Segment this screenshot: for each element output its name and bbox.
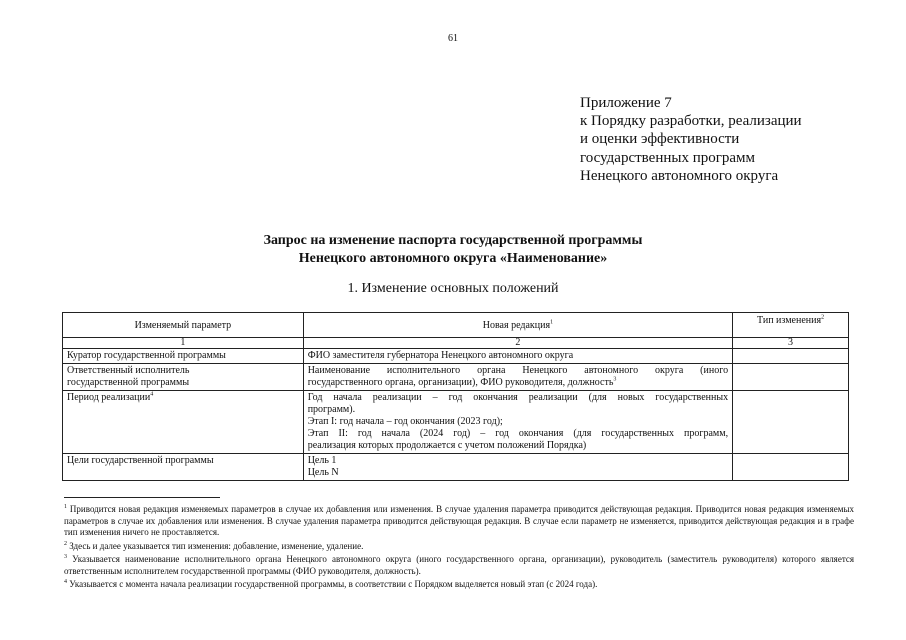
row-new-edition: Цель 1 Цель N bbox=[303, 454, 732, 481]
footnotes bbox=[64, 504, 854, 593]
footnote-mark: 4 bbox=[64, 579, 67, 585]
footnote-ref: 3 bbox=[613, 376, 617, 383]
row-param: Период реализации$^4$ bbox=[63, 391, 304, 454]
row-change-type bbox=[733, 364, 849, 391]
footnote-mark: 3 bbox=[64, 554, 67, 560]
title-line-2: Ненецкого автономного округа «Наименование» bbox=[298, 251, 608, 266]
section-heading: 1. Изменение основных положений bbox=[347, 281, 559, 296]
appendix-line: Приложение 7 bbox=[580, 95, 672, 111]
footnote: $^1$ Приводится новая редакция изменяемых параметров в случае их добавления или изменения. В случае удаления параметра приводится действующая редакция. Приводится новая редакция изменяемых параметров в случае их добавления или изменения. В случае удаления параметра приводится действующая редакция. В случае если параметр не изменяется, приводится действующая редакция и в графе тип изменения ничего не проставляется. bbox=[64, 504, 854, 537]
document-title bbox=[0, 232, 906, 268]
page-number: 61 bbox=[448, 33, 458, 44]
header-param: Изменяемый параметр bbox=[63, 313, 304, 338]
row-new-edition: Год начала реализации – год окончания реализации (для новых государственных программ). Этап I: год начала – год окончания (2023 год); Этап II: год начала (2024 год) – год окончания (для государственных программ, реализация которых продолжается с учетом положений Порядка) bbox=[303, 391, 732, 454]
footnote: $^4$ Указывается с момента начала реализации государственной программы, в соответствии с Порядком выделяется новый этап (с 2024 года). bbox=[64, 579, 598, 589]
footnote: $^3$ Указывается наименование исполнительного органа Ненецкого автономного округа (иного государственного органа, организации), руководитель (заместитель руководителя) которого является ответственным исполнителем государственной программы (ФИО руководителя, должность). bbox=[64, 554, 854, 576]
appendix-line: государственных программ bbox=[580, 149, 756, 166]
footnote: $^2$ Здесь и далее указывается тип изменения: добавление, изменение, удаление. bbox=[64, 540, 364, 551]
header-change-type: Тип изменения$^2$ bbox=[733, 313, 849, 338]
row-change-type bbox=[733, 349, 849, 364]
header-new-edition: Новая редакция$^1$ bbox=[303, 313, 732, 338]
table-header-row bbox=[63, 313, 849, 338]
appendix-line: к Порядку разработки, реализации bbox=[580, 113, 802, 130]
footnote-separator bbox=[64, 497, 220, 498]
row-param: Ответственный исполнитель государственной программы bbox=[63, 364, 304, 391]
appendix-line: Ненецкого автономного округа bbox=[580, 167, 779, 184]
table-row bbox=[63, 454, 849, 481]
table-row bbox=[63, 349, 849, 364]
title-line-1: Запрос на изменение паспорта государственной программы bbox=[263, 233, 643, 248]
footnote-ref: 2 bbox=[821, 314, 825, 321]
changes-table bbox=[62, 312, 849, 481]
table-number-row bbox=[63, 338, 849, 349]
column-number: 2 bbox=[303, 338, 732, 349]
footnote-mark: 1 bbox=[64, 504, 67, 510]
footnote-ref: 1 bbox=[550, 319, 554, 326]
row-new-edition: Наименование исполнительного органа Ненецкого автономного округа (иного государственного органа, организации), ФИО руководителя, должность$^3$ bbox=[303, 364, 732, 391]
row-param: Куратор государственной программы bbox=[63, 349, 304, 364]
row-param: Цели государственной программы bbox=[63, 454, 304, 481]
table-row bbox=[63, 391, 849, 454]
column-number: 1 bbox=[63, 338, 304, 349]
table-row bbox=[63, 364, 849, 391]
footnote-mark: 2 bbox=[64, 540, 67, 547]
row-change-type bbox=[733, 391, 849, 454]
footnote-ref: 4 bbox=[150, 391, 154, 398]
column-number: 3 bbox=[733, 338, 849, 349]
appendix-line: и оценки эффективности bbox=[580, 131, 740, 148]
row-new-edition: ФИО заместителя губернатора Ненецкого автономного округа bbox=[303, 349, 732, 364]
appendix-note bbox=[580, 94, 802, 185]
row-change-type bbox=[733, 454, 849, 481]
